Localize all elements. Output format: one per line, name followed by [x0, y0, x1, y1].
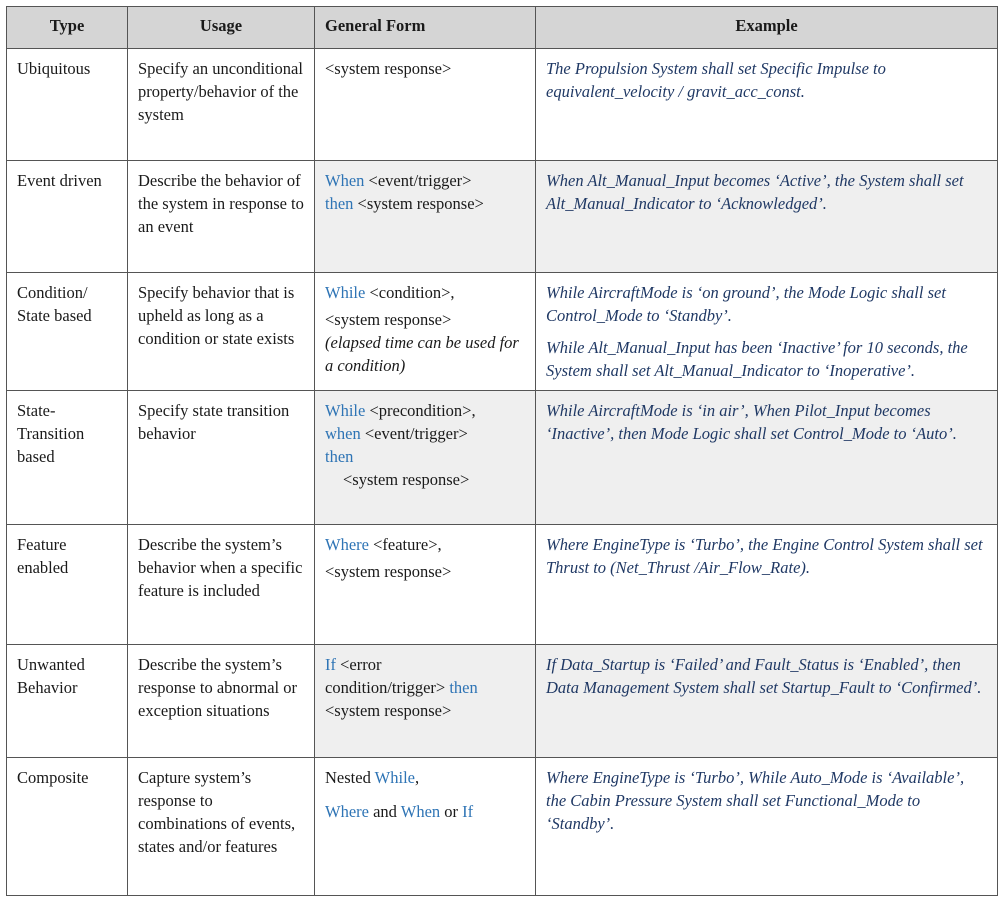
row-usage: Specify behavior that is upheld as long as a condition or state exists	[128, 273, 315, 391]
row-type: State-Transition based	[7, 391, 128, 524]
form-text: and	[368, 801, 401, 821]
table-row-feature-enabled	[7, 524, 998, 644]
keyword-when: When	[325, 171, 365, 191]
form-text: <system response>	[325, 59, 452, 78]
form-line	[325, 766, 525, 789]
keyword-while: While	[374, 767, 415, 787]
table-row-condition-state	[7, 273, 998, 391]
table-header-row	[7, 7, 998, 49]
row-general-form	[315, 161, 536, 273]
form-line	[325, 192, 525, 215]
keyword-then: then	[445, 677, 478, 697]
form-text: <event/trigger>	[364, 171, 472, 191]
example-text: When Alt_Manual_Input becomes ‘Active’, the System shall set Alt_Manual_Indicator to ‘Acknowledged’.	[546, 171, 964, 214]
form-line	[325, 422, 525, 445]
header-type: Type	[7, 7, 128, 49]
form-text: <precondition>,	[365, 401, 476, 421]
form-text: <feature>,	[368, 534, 442, 554]
row-general-form	[315, 757, 536, 895]
row-type: Feature enabled	[7, 524, 128, 644]
keyword-when: when	[325, 424, 361, 444]
example-text: While Alt_Manual_Input has been ‘Inactive’ for 10 seconds, the System shall set Alt_Manual_Indicator to ‘Inoperative’.	[546, 338, 968, 381]
example-text: While AircraftMode is ‘on ground’, the Mode Logic shall set Control_Mode to ‘Standby’.	[546, 283, 946, 326]
form-note: (elapsed time can be used for a condition)	[325, 333, 519, 376]
form-line	[325, 676, 525, 699]
row-example	[536, 273, 998, 391]
table-row-ubiquitous	[7, 49, 998, 161]
requirements-template-table	[6, 6, 998, 896]
example-text: Where EngineType is ‘Turbo’, the Engine Control System shall set Thrust to (Net_Thrust /Air_Flow_Rate).	[546, 534, 983, 577]
row-general-form	[315, 644, 536, 757]
row-type: Condition/ State based	[7, 273, 128, 391]
keyword-if: If	[325, 654, 336, 674]
row-general-form	[315, 524, 536, 644]
row-example	[536, 49, 998, 161]
example-text: If Data_Startup is ‘Failed’ and Fault_Status is ‘Enabled’, then Data Management System shall set Startup_Fault to ‘Confirmed’.	[546, 654, 982, 697]
form-line	[325, 533, 525, 556]
example-text: While AircraftMode is ‘in air’, When Pilot_Input becomes ‘Inactive’, then Mode Logic shall set Control_Mode to ‘Auto’.	[546, 401, 957, 444]
row-type: Event driven	[7, 161, 128, 273]
row-example	[536, 524, 998, 644]
example-text: Where EngineType is ‘Turbo’, While Auto_Mode is ‘Available’, the Cabin Pressure System shall set Functional_Mode to ‘Standby’.	[546, 767, 965, 833]
row-example	[536, 757, 998, 895]
form-text: or	[440, 801, 463, 821]
row-example	[536, 161, 998, 273]
row-example	[536, 391, 998, 524]
form-text: Nested	[325, 767, 375, 787]
row-general-form	[315, 273, 536, 391]
form-text: <system response>	[343, 470, 470, 490]
row-usage: Specify an unconditional property/behavior of the system	[128, 49, 315, 161]
form-line: <system response>	[325, 561, 452, 581]
header-usage: Usage	[128, 7, 315, 49]
example-text: The Propulsion System shall set Specific Impulse to equivalent_velocity / gravit_acc_const.	[546, 59, 886, 101]
table-row-event-driven	[7, 161, 998, 273]
keyword-then: then	[325, 194, 354, 214]
table-row-unwanted-behavior	[7, 644, 998, 757]
form-text: <event/trigger>	[360, 424, 468, 444]
row-type: Ubiquitous	[7, 49, 128, 161]
header-general-form: General Form	[315, 7, 536, 49]
keyword-when: When	[400, 801, 441, 821]
form-line	[325, 399, 525, 422]
header-example: Example	[536, 7, 998, 49]
form-text: <error	[336, 654, 382, 674]
form-text: <system response>	[353, 194, 484, 214]
form-line	[325, 653, 525, 676]
form-line	[325, 800, 525, 823]
table-row-composite	[7, 757, 998, 895]
keyword-where: Where	[325, 801, 369, 821]
form-text: <condition>,	[365, 283, 455, 303]
row-usage: Describe the system’s response to abnormal or exception situations	[128, 644, 315, 757]
row-type: Composite	[7, 757, 128, 895]
row-usage: Specify state transition behavior	[128, 391, 315, 524]
row-usage: Capture system’s response to combinations of events, states and/or features	[128, 757, 315, 895]
form-line	[325, 169, 525, 192]
keyword-while: While	[325, 401, 366, 421]
form-text: <system response>	[325, 700, 452, 720]
form-line	[325, 281, 525, 304]
row-usage: Describe the behavior of the system in response to an event	[128, 161, 315, 273]
row-type: Unwanted Behavior	[7, 644, 128, 757]
keyword-where: Where	[325, 534, 369, 554]
row-general-form	[315, 49, 536, 161]
keyword-then: then	[325, 447, 354, 467]
form-text: condition/trigger>	[325, 677, 446, 697]
keyword-while: While	[325, 283, 366, 303]
table-row-state-transition	[7, 391, 998, 524]
keyword-if: If	[462, 801, 474, 821]
row-general-form	[315, 391, 536, 524]
form-line: <system response>	[325, 310, 452, 330]
form-text: ,	[414, 767, 420, 787]
row-usage: Describe the system’s behavior when a specific feature is included	[128, 524, 315, 644]
row-example	[536, 644, 998, 757]
